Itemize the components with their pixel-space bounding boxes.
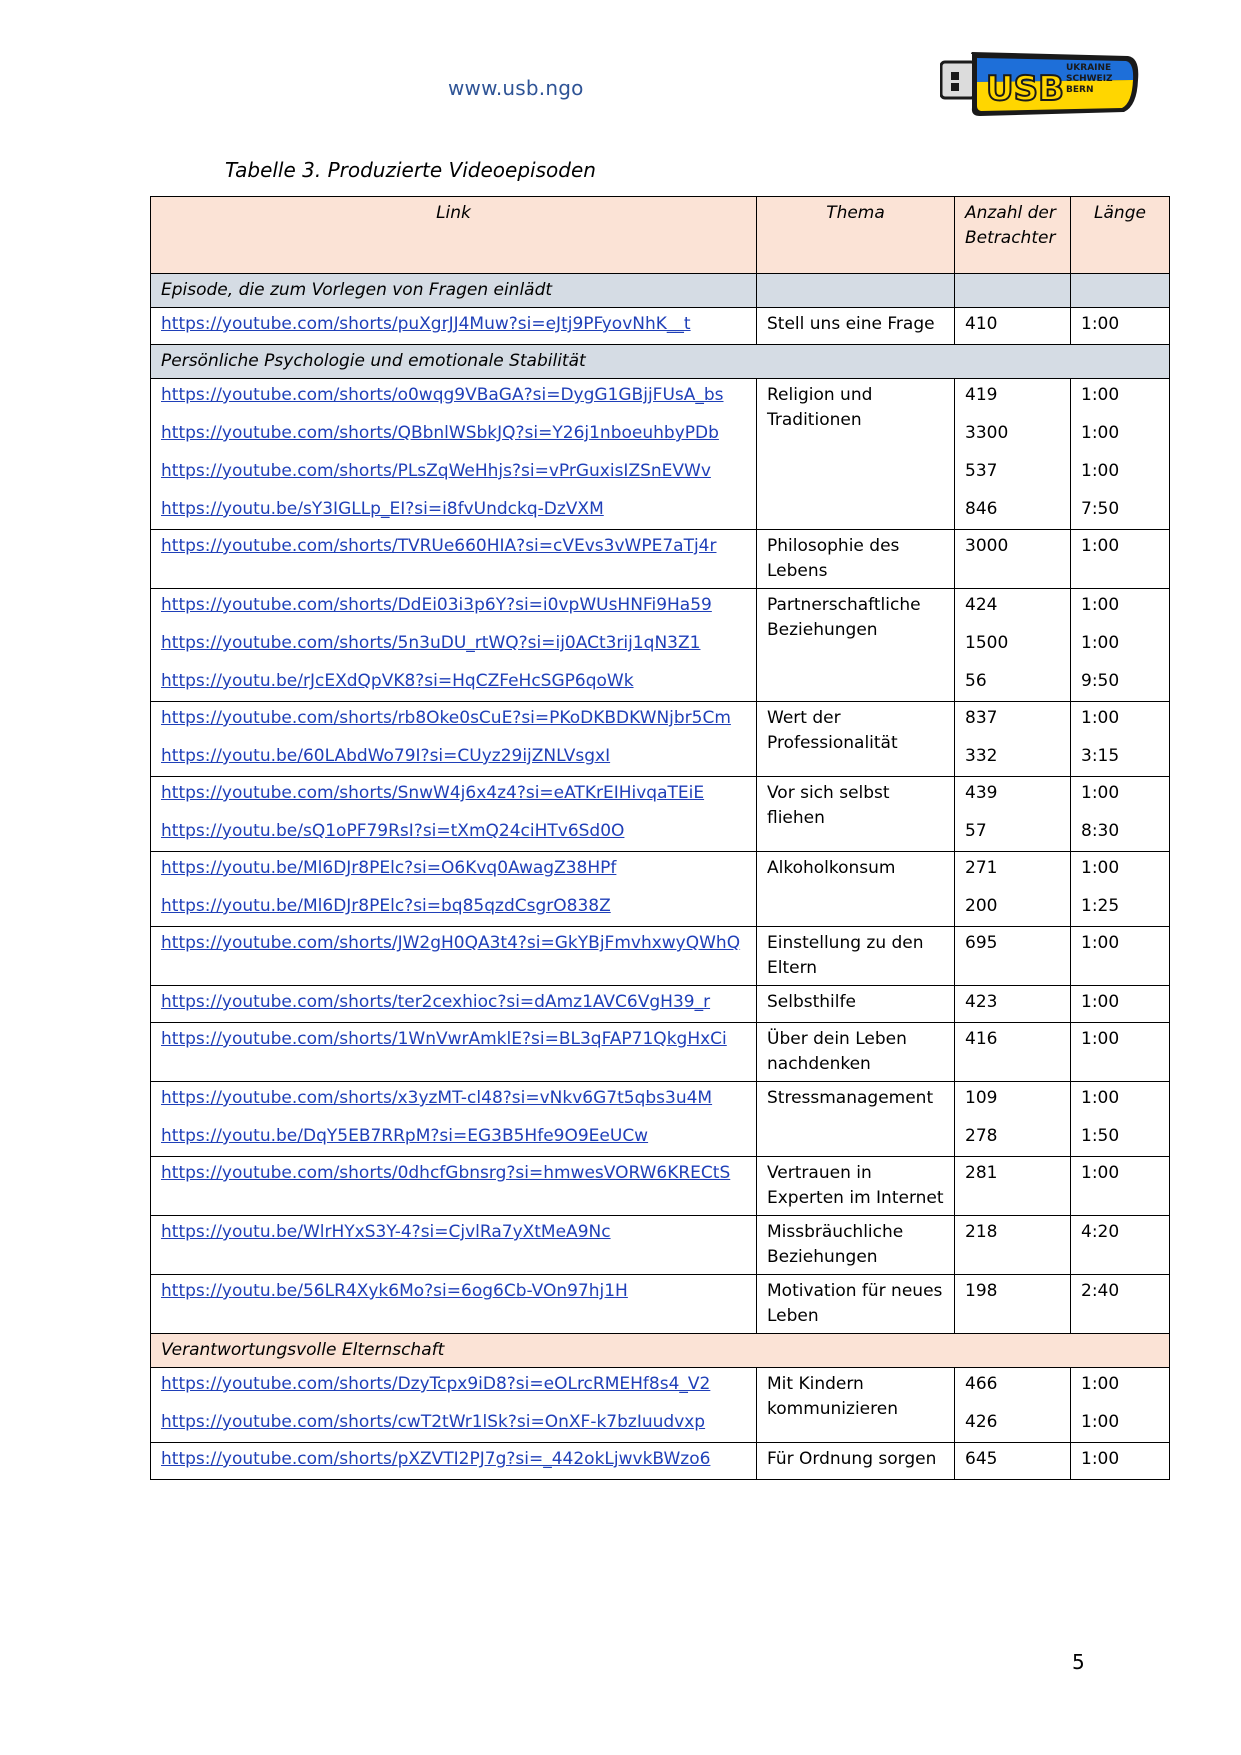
views-cell bbox=[955, 852, 1071, 927]
section-empty-cell bbox=[955, 274, 1071, 308]
table-row bbox=[151, 1082, 1170, 1157]
video-length: 1:00 bbox=[1081, 1374, 1120, 1394]
video-length: 1:00 bbox=[1081, 423, 1120, 443]
length-cell bbox=[1071, 1368, 1170, 1443]
view-count: 3300 bbox=[965, 423, 1009, 443]
view-count: 423 bbox=[965, 992, 998, 1012]
video-episodes-table bbox=[150, 196, 1170, 1480]
view-count: 695 bbox=[965, 933, 998, 953]
length-cell bbox=[1071, 379, 1170, 530]
length-cell bbox=[1071, 1157, 1170, 1216]
length-cell bbox=[1071, 1216, 1170, 1275]
theme-cell: Einstellung zu den Eltern bbox=[757, 927, 955, 986]
view-count: 416 bbox=[965, 1029, 998, 1049]
theme-cell: Vor sich selbst fliehen bbox=[757, 777, 955, 852]
view-count: 200 bbox=[965, 896, 998, 916]
views-cell bbox=[955, 589, 1071, 702]
view-count: 332 bbox=[965, 746, 998, 766]
link-cell bbox=[151, 589, 757, 702]
table-row bbox=[151, 1275, 1170, 1334]
link-cell bbox=[151, 1157, 757, 1216]
theme-cell: Stell uns eine Frage bbox=[757, 308, 955, 345]
link-cell bbox=[151, 927, 757, 986]
section-title: Persönliche Psychologie und emotionale Stabilität bbox=[151, 345, 1170, 379]
video-link[interactable]: https://youtu.be/WlrHYxS3Y-4?si=CjvlRa7yXtMeA9Nc bbox=[161, 1222, 611, 1242]
length-cell bbox=[1071, 852, 1170, 927]
length-cell bbox=[1071, 1275, 1170, 1334]
usb-plug-icon bbox=[941, 62, 975, 98]
video-length: 1:00 bbox=[1081, 783, 1120, 803]
table-body bbox=[151, 274, 1170, 1480]
view-count: 1500 bbox=[965, 633, 1009, 653]
table-row bbox=[151, 379, 1170, 530]
view-count: 537 bbox=[965, 461, 998, 481]
view-count: 56 bbox=[965, 671, 987, 691]
video-link[interactable]: https://youtube.com/shorts/JW2gH0QA3t4?si=GkYBjFmvhxwyQWhQ bbox=[161, 933, 741, 953]
view-count: 424 bbox=[965, 595, 998, 615]
video-link[interactable]: https://youtu.be/rJcEXdQpVK8?si=HqCZFeHcSGP6qoWk bbox=[161, 671, 634, 691]
link-cell bbox=[151, 308, 757, 345]
theme-cell: Stressmanagement bbox=[757, 1082, 955, 1157]
video-link[interactable]: https://youtube.com/shorts/DdEi03i3p6Y?si=i0vpWUsHNFi9Ha59 bbox=[161, 595, 712, 615]
views-cell bbox=[955, 530, 1071, 589]
link-cell bbox=[151, 379, 757, 530]
length-cell bbox=[1071, 702, 1170, 777]
video-link[interactable]: https://youtu.be/DqY5EB7RRpM?si=EG3B5Hfe9O9EeUCw bbox=[161, 1126, 649, 1146]
theme-cell: Motivation für neues Leben bbox=[757, 1275, 955, 1334]
link-cell bbox=[151, 777, 757, 852]
column-header-views: Anzahl der Betrachter bbox=[955, 197, 1071, 274]
theme-cell: Wert der Professionalität bbox=[757, 702, 955, 777]
video-length: 1:00 bbox=[1081, 536, 1120, 556]
video-link[interactable]: https://youtube.com/shorts/QBbnlWSbkJQ?si=Y26j1nboeuhbyPDb bbox=[161, 423, 719, 443]
page-number: 5 bbox=[1072, 1650, 1085, 1674]
table-row bbox=[151, 1368, 1170, 1443]
video-link[interactable]: https://youtu.be/sQ1oPF79RsI?si=tXmQ24ciHTv6Sd0O bbox=[161, 821, 625, 841]
views-cell bbox=[955, 777, 1071, 852]
views-cell bbox=[955, 1275, 1071, 1334]
video-length: 1:00 bbox=[1081, 933, 1120, 953]
link-cell bbox=[151, 1216, 757, 1275]
length-cell bbox=[1071, 530, 1170, 589]
theme-cell: Selbsthilfe bbox=[757, 986, 955, 1023]
video-length: 1:00 bbox=[1081, 708, 1120, 728]
link-cell bbox=[151, 1368, 757, 1443]
section-header-row bbox=[151, 274, 1170, 308]
theme-cell: Über dein Leben nachdenken bbox=[757, 1023, 955, 1082]
video-length: 1:00 bbox=[1081, 1412, 1120, 1432]
link-cell bbox=[151, 530, 757, 589]
length-cell bbox=[1071, 308, 1170, 345]
theme-cell: Alkoholkonsum bbox=[757, 852, 955, 927]
table-row bbox=[151, 927, 1170, 986]
link-cell bbox=[151, 1275, 757, 1334]
section-title: Verantwortungsvolle Elternschaft bbox=[151, 1334, 1170, 1368]
video-link[interactable]: https://youtube.com/shorts/pXZVTI2PJ7g?si=_442okLjwvkBWzo6 bbox=[161, 1449, 711, 1469]
view-count: 198 bbox=[965, 1281, 998, 1301]
table-row bbox=[151, 589, 1170, 702]
video-length: 1:00 bbox=[1081, 595, 1120, 615]
theme-cell: Für Ordnung sorgen bbox=[757, 1443, 955, 1480]
views-cell bbox=[955, 1368, 1071, 1443]
views-cell bbox=[955, 379, 1071, 530]
views-cell bbox=[955, 1157, 1071, 1216]
view-count: 109 bbox=[965, 1088, 998, 1108]
video-link[interactable]: https://youtube.com/shorts/5n3uDU_rtWQ?si=ij0ACt3rij1qN3Z1 bbox=[161, 633, 701, 653]
video-link[interactable]: https://youtube.com/shorts/0dhcfGbnsrg?si=hmwesVORW6KRECtS bbox=[161, 1163, 731, 1183]
section-empty-cell bbox=[1071, 274, 1170, 308]
view-count: 466 bbox=[965, 1374, 998, 1394]
video-length: 7:50 bbox=[1081, 499, 1120, 519]
link-cell bbox=[151, 1443, 757, 1480]
video-link[interactable]: https://youtube.com/shorts/cwT2tWr1lSk?si=OnXF-k7bzIuudvxp bbox=[161, 1412, 706, 1432]
video-link[interactable]: https://youtube.com/shorts/PLsZqWeHhjs?si=vPrGuxisIZSnEVWv bbox=[161, 461, 711, 481]
video-length: 1:00 bbox=[1081, 992, 1120, 1012]
views-cell bbox=[955, 1023, 1071, 1082]
view-count: 426 bbox=[965, 1412, 998, 1432]
video-length: 3:15 bbox=[1081, 746, 1120, 766]
views-cell bbox=[955, 1082, 1071, 1157]
table-row bbox=[151, 852, 1170, 927]
video-length: 2:40 bbox=[1081, 1281, 1120, 1301]
video-length: 4:20 bbox=[1081, 1222, 1120, 1242]
view-count: 846 bbox=[965, 499, 998, 519]
view-count: 271 bbox=[965, 858, 998, 878]
video-link[interactable]: https://youtube.com/shorts/puXgrJJ4Muw?si=eJtj9PFyovNhK__t bbox=[161, 314, 691, 334]
table-row bbox=[151, 1443, 1170, 1480]
views-cell bbox=[955, 308, 1071, 345]
video-link[interactable]: https://youtube.com/shorts/ter2cexhioc?si=dAmz1AVC6VgH39_r bbox=[161, 992, 711, 1012]
link-cell bbox=[151, 852, 757, 927]
logo-sub-bern: BERN bbox=[1066, 85, 1094, 95]
view-count: 3000 bbox=[965, 536, 1009, 556]
video-length: 1:00 bbox=[1081, 1029, 1120, 1049]
length-cell bbox=[1071, 589, 1170, 702]
theme-cell: Vertrauen in Experten im Internet bbox=[757, 1157, 955, 1216]
video-length: 1:00 bbox=[1081, 1163, 1120, 1183]
view-count: 645 bbox=[965, 1449, 998, 1469]
video-length: 1:25 bbox=[1081, 896, 1120, 916]
video-link[interactable]: https://youtube.com/shorts/o0wqg9VBaGA?si=DygG1GBjjFUsA_bs bbox=[161, 385, 724, 405]
table-header-row bbox=[151, 197, 1170, 274]
view-count: 837 bbox=[965, 708, 998, 728]
usb-logo bbox=[940, 50, 1140, 120]
video-length: 1:00 bbox=[1081, 633, 1120, 653]
section-empty-cell bbox=[757, 274, 955, 308]
link-cell bbox=[151, 1023, 757, 1082]
table-row bbox=[151, 1216, 1170, 1275]
table-row bbox=[151, 986, 1170, 1023]
view-count: 218 bbox=[965, 1222, 998, 1242]
section-header-row bbox=[151, 1334, 1170, 1368]
table-row bbox=[151, 777, 1170, 852]
video-length: 1:00 bbox=[1081, 1449, 1120, 1469]
video-link[interactable]: https://youtu.be/Ml6DJr8PElc?si=bq85qzdCsgrO838Z bbox=[161, 896, 611, 916]
video-link[interactable]: https://youtube.com/shorts/rb8Oke0sCuE?si=PKoDKBDKWNjbr5Cm bbox=[161, 708, 731, 728]
link-cell bbox=[151, 986, 757, 1023]
video-length: 1:00 bbox=[1081, 314, 1120, 334]
table-row bbox=[151, 530, 1170, 589]
table-row bbox=[151, 1157, 1170, 1216]
header-website[interactable]: www.usb.ngo bbox=[448, 76, 584, 100]
video-link[interactable]: https://youtube.com/shorts/DzyTcpx9iD8?si=eOLrcRMEHf8s4_V2 bbox=[161, 1374, 711, 1394]
length-cell bbox=[1071, 777, 1170, 852]
length-cell bbox=[1071, 1023, 1170, 1082]
video-length: 8:30 bbox=[1081, 821, 1120, 841]
column-header-length: Länge bbox=[1071, 197, 1170, 274]
video-length: 1:00 bbox=[1081, 385, 1120, 405]
view-count: 281 bbox=[965, 1163, 998, 1183]
video-length: 1:00 bbox=[1081, 461, 1120, 481]
table-row bbox=[151, 702, 1170, 777]
table-row bbox=[151, 308, 1170, 345]
video-length: 1:00 bbox=[1081, 1088, 1120, 1108]
length-cell bbox=[1071, 927, 1170, 986]
view-count: 419 bbox=[965, 385, 998, 405]
theme-cell: Philosophie des Lebens bbox=[757, 530, 955, 589]
table-row bbox=[151, 1023, 1170, 1082]
views-cell bbox=[955, 927, 1071, 986]
video-link[interactable]: https://youtube.com/shorts/x3yzMT-cl48?si=vNkv6G7t5qbs3u4M bbox=[161, 1088, 713, 1108]
video-link[interactable]: https://youtu.be/56LR4Xyk6Mo?si=6og6Cb-VOn97hj1H bbox=[161, 1281, 628, 1301]
theme-cell: Mit Kindern kommunizieren bbox=[757, 1368, 955, 1443]
video-link[interactable]: https://youtu.be/sY3IGLLp_EI?si=i8fvUndckq-DzVXM bbox=[161, 499, 604, 519]
column-header-theme: Thema bbox=[757, 197, 955, 274]
video-link[interactable]: https://youtube.com/shorts/SnwW4j6x4z4?si=eATKrEIHivqaTEiE bbox=[161, 783, 705, 803]
logo-sub-schweiz: SCHWEIZ bbox=[1066, 74, 1113, 84]
video-link[interactable]: https://youtu.be/60LAbdWo79I?si=CUyz29ijZNLVsgxI bbox=[161, 746, 611, 766]
video-length: 1:50 bbox=[1081, 1126, 1120, 1146]
link-cell bbox=[151, 702, 757, 777]
length-cell bbox=[1071, 1082, 1170, 1157]
views-cell bbox=[955, 1216, 1071, 1275]
theme-cell: Missbräuchliche Beziehungen bbox=[757, 1216, 955, 1275]
length-cell bbox=[1071, 986, 1170, 1023]
views-cell bbox=[955, 702, 1071, 777]
section-title: Episode, die zum Vorlegen von Fragen einlädt bbox=[151, 274, 757, 308]
view-count: 410 bbox=[965, 314, 998, 334]
video-link[interactable]: https://youtu.be/Ml6DJr8PElc?si=O6Kvq0AwagZ38HPf bbox=[161, 858, 617, 878]
view-count: 278 bbox=[965, 1126, 998, 1146]
link-cell bbox=[151, 1082, 757, 1157]
theme-cell: Religion und Traditionen bbox=[757, 379, 955, 530]
video-link[interactable]: https://youtube.com/shorts/TVRUe660HIA?si=cVEvs3vWPE7aTj4r bbox=[161, 536, 717, 556]
view-count: 57 bbox=[965, 821, 987, 841]
views-cell bbox=[955, 1443, 1071, 1480]
video-length: 1:00 bbox=[1081, 858, 1120, 878]
length-cell bbox=[1071, 1443, 1170, 1480]
views-cell bbox=[955, 986, 1071, 1023]
column-header-link: Link bbox=[151, 197, 757, 274]
view-count: 439 bbox=[965, 783, 998, 803]
logo-sub-ukraine: UKRAINE bbox=[1066, 63, 1112, 73]
video-link[interactable]: https://youtube.com/shorts/1WnVwrAmklE?si=BL3qFAP71QkgHxCi bbox=[161, 1029, 727, 1049]
logo-usb-text: USB bbox=[986, 69, 1065, 109]
theme-cell: Partnerschaftliche Beziehungen bbox=[757, 589, 955, 702]
video-length: 9:50 bbox=[1081, 671, 1120, 691]
section-header-row bbox=[151, 345, 1170, 379]
table-caption: Tabelle 3. Produzierte Videoepisoden bbox=[225, 158, 596, 182]
